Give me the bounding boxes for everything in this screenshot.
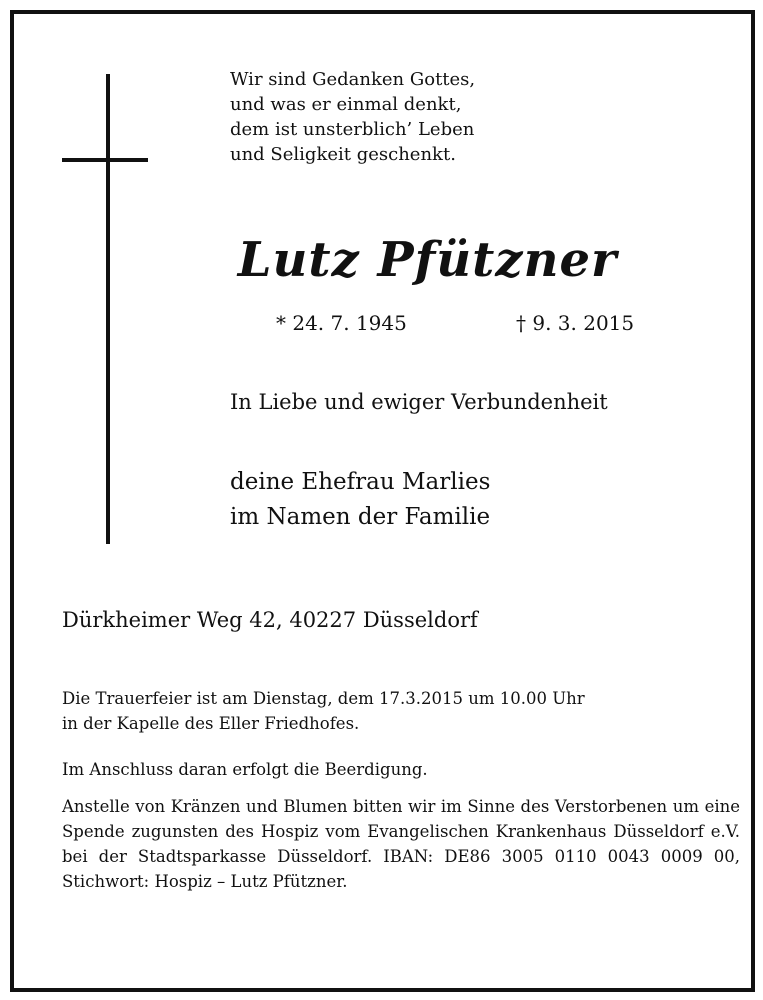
birth-date: * 24. 7. 1945 [276, 311, 407, 335]
signature-line: deine Ehefrau Marlies [230, 469, 491, 495]
deceased-name: Lutz Pfützner [237, 232, 618, 288]
donation-notice: Anstelle von Kränzen und Blumen bitten wir im Sinne des Verstorbenen um eine Spende zugunsten des Hospiz vom Evangelischen Krankenhaus Düsseldorf e.V. bei der Stadtsparkasse Düsseldorf. IBAN: DE86 3005 0110 0043 0009 00, Stichwort: Hospiz – Lutz Pfützner. [62, 797, 740, 891]
family-address: Dürkheimer Weg 42, 40227 Düsseldorf [62, 608, 478, 632]
burial-notice: Im Anschluss daran erfolgt die Beerdigung. [62, 760, 428, 779]
dedication-text: In Liebe und ewiger Verbundenheit [230, 390, 608, 414]
death-date: † 9. 3. 2015 [516, 311, 635, 335]
funeral-notice [62, 686, 740, 736]
funeral-line: Die Trauerfeier ist am Dienstag, dem 17.3.2015 um 10.00 Uhr [62, 689, 585, 708]
cross-icon [106, 74, 110, 544]
verse-line: und Seligkeit geschenkt. [230, 144, 456, 165]
signature-line: im Namen der Familie [230, 504, 491, 530]
verse-line: Wir sind Gedanken Gottes, [230, 69, 476, 90]
cross-icon-bar [62, 158, 148, 162]
memorial-verse [230, 67, 475, 167]
signature-block [230, 465, 490, 535]
verse-line: dem ist unsterblich’ Leben [230, 119, 475, 140]
verse-line: und was er einmal denkt, [230, 94, 462, 115]
funeral-line: in der Kapelle des Eller Friedhofes. [62, 714, 360, 733]
obituary-frame [10, 10, 755, 992]
